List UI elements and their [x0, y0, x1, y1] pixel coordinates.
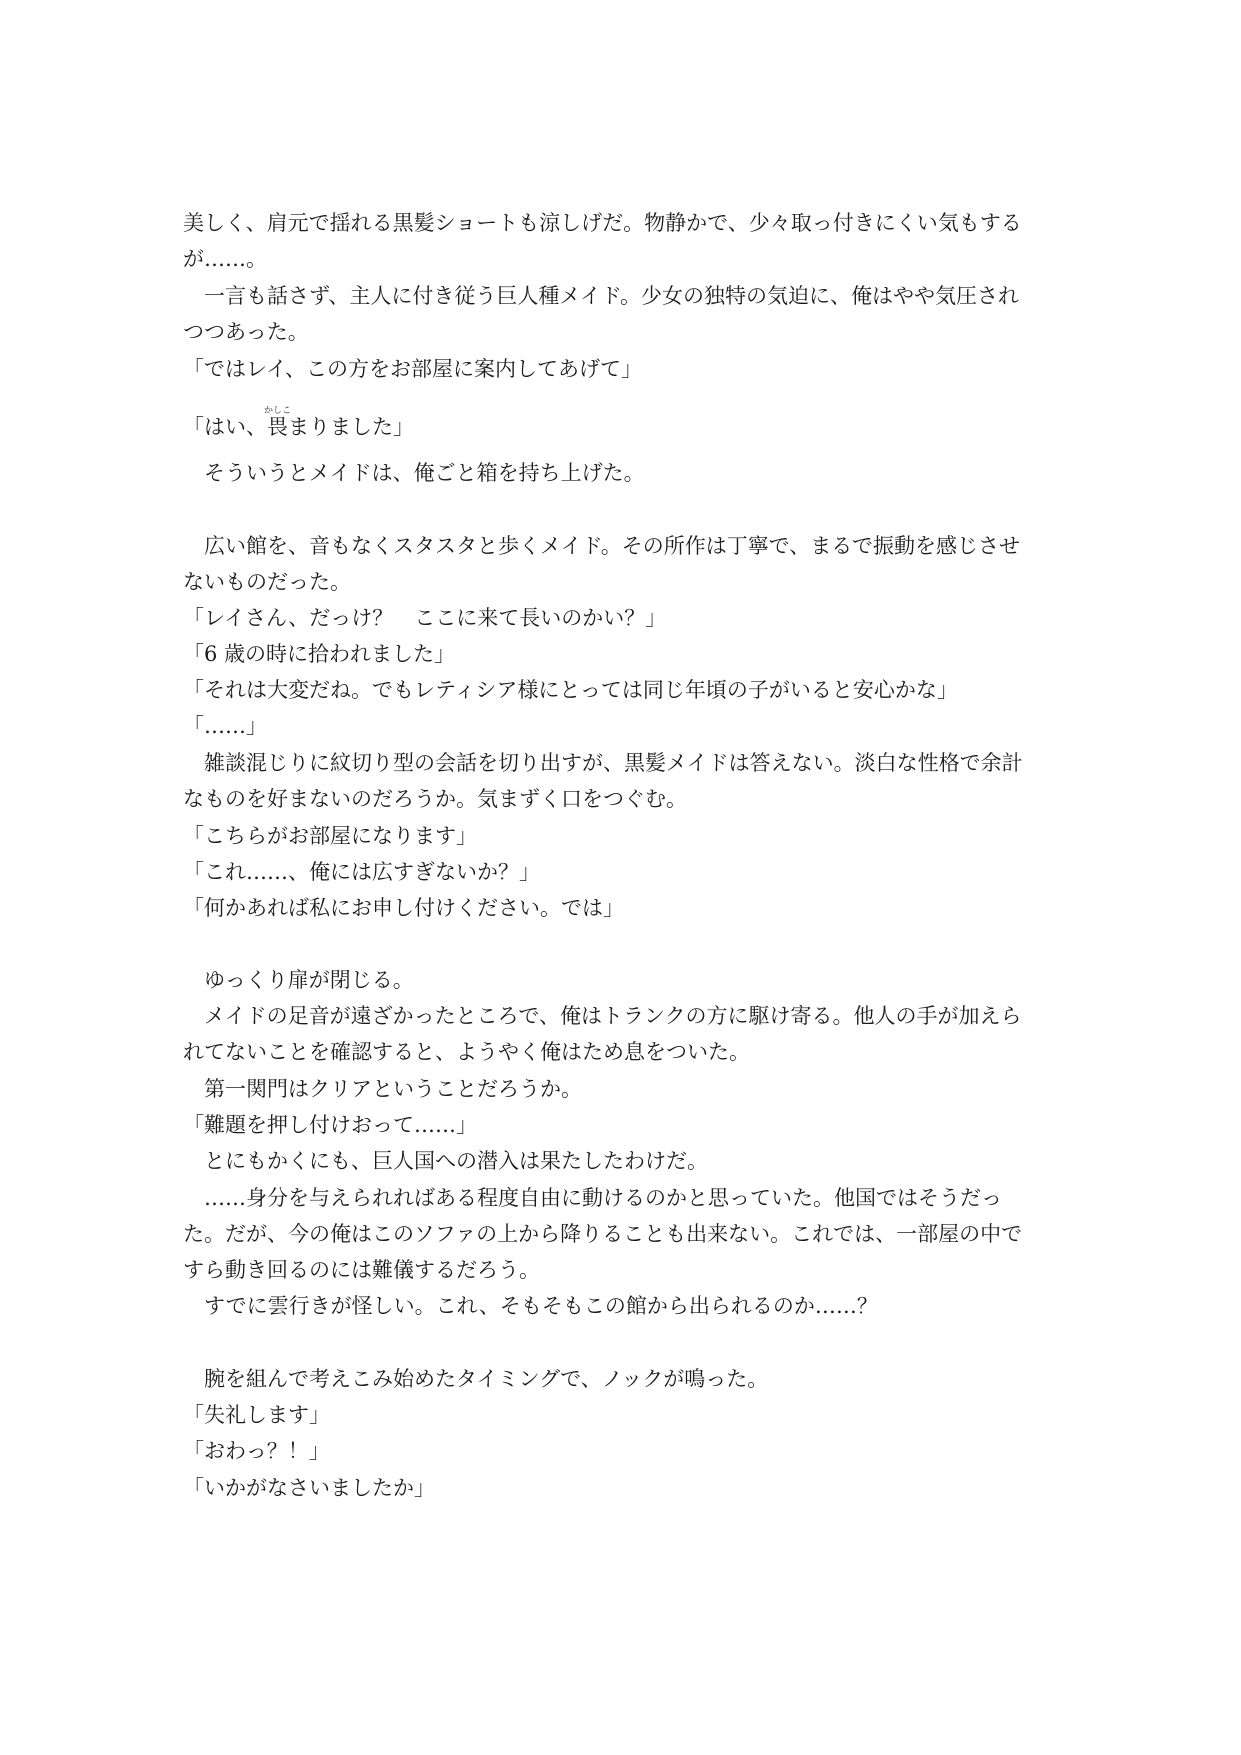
text-line: ないものだった。	[183, 570, 351, 594]
text-line: 雑談混じりに紋切り型の会話を切り出すが、黒髪メイドは答えない。淡白な性格で余計	[183, 751, 1023, 775]
text-line: とにもかくにも、巨人国への潜入は果たしたわけだ。	[183, 1149, 708, 1173]
text-line: 「こちらがお部屋になります」	[183, 824, 477, 848]
text-line: そういうとメイドは、俺ごと箱を持ち上げた。	[183, 461, 645, 485]
text-segment: 「はい、	[183, 415, 267, 439]
text-line: ゆっくり扉が閉じる。	[183, 968, 414, 992]
text-line: 「6 歳の時に拾われました」	[183, 642, 456, 666]
text-line: 美しく、肩元で揺れる黒髪ショートも涼しげだ。物静かで、少々取っ付きにくい気もする	[183, 211, 1022, 235]
text-line: が……。	[183, 247, 267, 271]
text-line: 広い館を、音もなくスタスタと歩くメイド。その所作は丁寧で、まるで振動を感じさせ	[183, 534, 1021, 558]
text-line: 「ではレイ、この方をお部屋に案内してあげて」	[183, 357, 643, 381]
text-line: 「これ……、俺には広すぎないか？」	[183, 860, 540, 884]
text-line: 「……」	[183, 714, 267, 738]
text-line: 「それは大変だね。でもレティシア様にとっては同じ年頃の子がいると安心かな」	[183, 678, 958, 702]
ruby-base: 畏	[264, 415, 291, 439]
text-line: た。だが、今の俺はこのソファの上から降りることも出来ない。これでは、一部屋の中で	[183, 1222, 1023, 1246]
ruby-reading: かしこ	[264, 406, 292, 416]
text-line: すでに雲行きが怪しい。これ、そもそもこの館から出られるのか……？	[183, 1294, 878, 1318]
text-line: 「レイさん、だっけ？ ここに来て長いのかい？」	[183, 606, 667, 630]
text-line: 「失礼します」	[183, 1403, 330, 1427]
text-line: れてないことを確認すると、ようやく俺はため息をついた。	[183, 1040, 750, 1064]
text-line: なものを好まないのだろうか。気まずく口をつぐむ。	[183, 787, 687, 811]
text-line: 腕を組んで考えこみ始めたタイミングで、ノックが鳴った。	[183, 1367, 769, 1391]
text-line: 一言も話さず、主人に付き従う巨人種メイド。少女の独特の気迫に、俺はやや気圧され	[183, 284, 1020, 308]
text-line: メイドの足音が遠ざかったところで、俺はトランクの方に駆け寄る。他人の手が加えら	[183, 1004, 1022, 1028]
text-line: ……身分を与えられればある程度自由に動けるのかと思っていた。他国ではそうだっ	[183, 1186, 1002, 1210]
text-line: つつあった。	[183, 320, 309, 344]
text-line: すら動き回るのには難儀するだろう。	[183, 1258, 540, 1282]
text-line: 「難題を押し付けおって……」	[183, 1113, 477, 1137]
text-line: 「何かあれば私にお申し付けください。では」	[183, 896, 624, 920]
text-line: 「おわっ？！」	[183, 1439, 330, 1463]
ruby-annotation	[264, 406, 292, 439]
text-line-with-ruby	[183, 406, 414, 439]
text-line: 第一関門はクリアということだろうか。	[183, 1077, 582, 1101]
text-segment: まりました」	[288, 415, 414, 439]
text-line: 「いかがなさいましたか」	[183, 1476, 435, 1500]
